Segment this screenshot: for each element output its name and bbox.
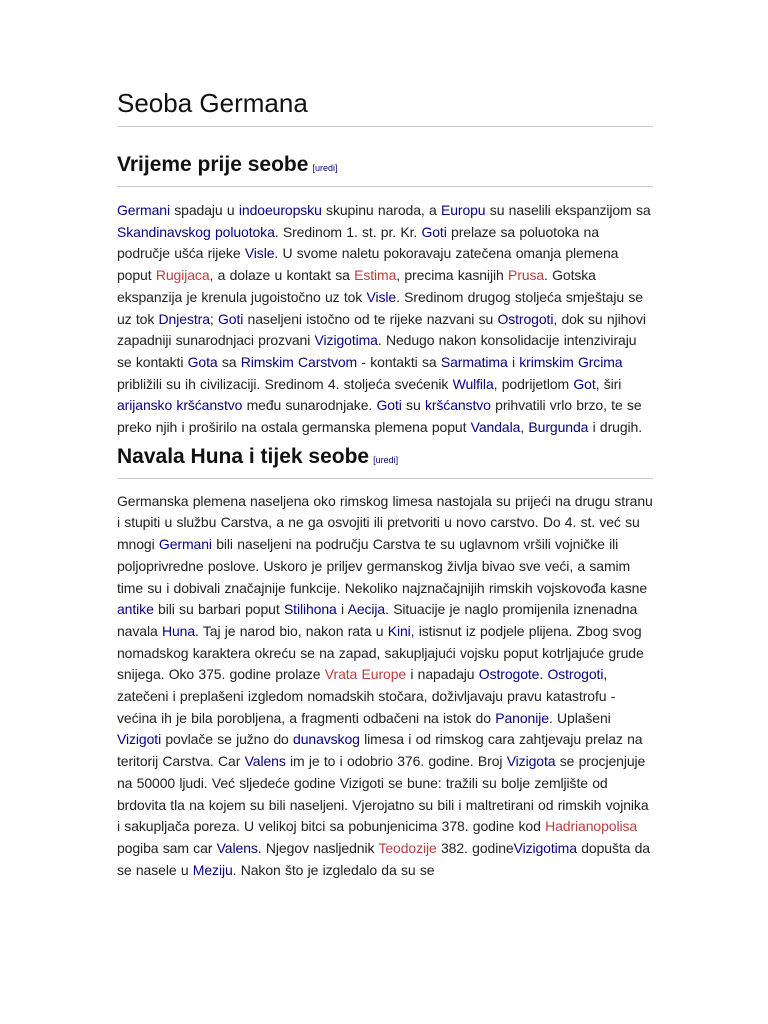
paragraph-text: sa [217, 353, 241, 370]
paragraph-text: , širi [595, 375, 622, 392]
article-link[interactable]: Dnjestra [158, 310, 210, 327]
article-link[interactable]: Wulfila [452, 375, 494, 392]
article-link[interactable]: Sarmatima [440, 353, 508, 370]
paragraph-text: prihvatili vrlo brzo, te se preko njih i proširilo na ostala germanska plemena poput [117, 397, 642, 436]
article-link[interactable]: Vizigoti [117, 731, 162, 748]
paragraph-text: spadaju u [169, 202, 239, 218]
paragraph-text: bili su barbari poput [153, 601, 284, 618]
paragraph-text: . Gotska ekspanzija je krenula jugoistočno uz tok [117, 267, 596, 305]
article-link[interactable]: Goti [421, 223, 447, 240]
article-link[interactable]: Germani [158, 536, 212, 553]
article-link[interactable]: Rimskim Carstvom [240, 353, 358, 370]
paragraph-text: i [336, 601, 348, 618]
edit-link[interactable]: uredi [375, 454, 396, 465]
paragraph-text: su [401, 397, 425, 414]
article-link[interactable]: Kini [387, 622, 411, 639]
section-heading [117, 443, 653, 479]
paragraph-text: . [539, 666, 548, 683]
paragraph-text: povlače se južno do [161, 731, 294, 748]
section-heading [117, 151, 653, 187]
article-link[interactable]: Germani [117, 202, 170, 218]
article-link[interactable]: kršćanstvo [424, 397, 491, 414]
paragraph-text: , istisnut iz podjele plijena. Zbog svog nomadskog karaktera okreću se na zapad, sakupljajući vojsku poput kotrljajuće grude snijega. Oko 375. godine prolaze [117, 622, 644, 683]
paragraph-text: se procjenjuje na 50000 ljudi. Već sljedeće godine Vizigoti se bune: tražili su bolje zemljište od brdovita tla na kojem su bili naseljeni. Vjerojatno su bili i maltretirani od rimskih vojnika i sakupljača poreza. U velikoj bitci sa pobunjenicima 378. godine kod [117, 753, 649, 835]
page-title: Seoba Germana [117, 86, 653, 127]
article-link[interactable]: Vizigotima [314, 332, 378, 349]
paragraph-text: , podrijetlom [493, 375, 574, 392]
paragraph-text: limesa i od rimskog cara zahtjevaju prelaz na teritorij Carstva. Car [117, 731, 643, 770]
article-link[interactable]: Visle [244, 245, 275, 262]
paragraph-text: naseljeni istočno od te rijeke nazvani su [243, 310, 498, 327]
paragraph-text: . Taj je narod bio, nakon rata u [195, 622, 388, 639]
paragraph-text: . U svome naletu pokoravaju zatečena omanja plemena poput [117, 245, 619, 284]
section-heading-text: Vrijeme prije seobe [117, 153, 309, 176]
paragraph-text: približili su ih civilizaciji. Sredinom 4. stoljeća svećenik [117, 375, 453, 392]
article-link[interactable]: Burgunda [528, 419, 589, 436]
paragraph-text: prelaze sa poluotoka na područje ušća rijeke [117, 223, 599, 262]
missing-article-link[interactable]: Vrata Europe [324, 666, 407, 683]
article-link[interactable]: Goti [217, 310, 244, 327]
article-link[interactable]: Got [573, 375, 596, 392]
article-link[interactable]: arijansko kršćanstvo [117, 397, 243, 414]
article-link[interactable]: Vizigota [506, 753, 556, 770]
article-link[interactable]: Vandala [470, 419, 521, 436]
article-link[interactable]: Ostrogoti [497, 310, 554, 327]
paragraph-text: im je to i odobrio 376. godine. Broj [285, 753, 507, 770]
paragraph-text: , dok su njihovi zapadniji sunarodnjaci prozvani [117, 310, 646, 349]
article-link[interactable]: Huna [161, 622, 196, 639]
paragraph-text: Germanska plemena naseljena oko rimskog limesa nastojala su prijeći na drugu stranu i stupiti u službu Carstva, a ne ga osvojiti ili pretvoriti u novo carstvo. Do 4. st. već su mnogi [117, 492, 653, 553]
missing-article-link[interactable]: Teodozije [378, 839, 437, 856]
article-link[interactable]: antike [117, 601, 154, 618]
article-link[interactable]: Panonije [495, 709, 549, 726]
section-paragraph [117, 200, 653, 439]
missing-article-link[interactable]: Estima [354, 267, 397, 284]
article-link[interactable]: Ostrogoti [547, 666, 604, 683]
article-link[interactable]: Gota [187, 353, 218, 370]
article-link[interactable]: Visle [366, 288, 397, 305]
article-link[interactable]: Skandinavskog poluotoka [117, 223, 275, 240]
paragraph-text: dopušta da se nasele u [117, 839, 650, 878]
paragraph-text: , zatečeni i preplašeni izgledom nomadskih stočara, doživljavaju pravu katastrofu - većina ih je bila porobljena, a fragmenti odbačeni na istok do [117, 666, 616, 726]
paragraph-text: i [507, 353, 520, 370]
article-link[interactable]: Stilihona [283, 601, 337, 618]
paragraph-text: , a dolaze u kontakt sa [209, 267, 355, 284]
paragraph-text: i drugih. [588, 419, 643, 436]
article [117, 86, 653, 881]
paragraph-text: skupinu naroda, a [321, 202, 441, 218]
article-link[interactable]: Valens [216, 839, 258, 856]
edit-section-link[interactable]: [uredi] [373, 454, 399, 465]
article-link[interactable]: Goti [376, 397, 402, 414]
article-link[interactable]: Meziju [192, 861, 233, 878]
paragraph-text: i napadaju [406, 666, 479, 683]
paragraph-text: su naselili ekspanzijom sa [485, 202, 651, 218]
paragraph-text: . Sredinom 1. st. pr. Kr. [274, 223, 422, 240]
edit-link[interactable]: uredi [314, 163, 335, 173]
article-link[interactable]: Ostrogote [478, 666, 540, 683]
article-link[interactable]: Vizigotima [513, 839, 577, 856]
paragraph-text: . Sredinom drugog stoljeća smještaju se uz tok [117, 288, 643, 327]
section-paragraph [117, 491, 653, 882]
missing-article-link[interactable]: Prusa [507, 267, 545, 284]
article-link[interactable]: Europu [440, 202, 486, 218]
paragraph-text: . Nedugo nakon konsolidacije intenziviraju se kontakti [117, 332, 637, 370]
paragraph-text: . Nakon što je izgledalo da su se [232, 861, 435, 878]
paragraph-text: , [520, 419, 529, 436]
article-link[interactable]: Valens [244, 753, 286, 770]
edit-section-link[interactable]: [uredi] [312, 163, 338, 173]
missing-article-link[interactable]: Rugijaca [155, 267, 210, 284]
paragraph-text: , precima kasnijih [396, 267, 508, 284]
article-link[interactable]: Aecija [347, 601, 386, 618]
paragraph-text: pogiba sam car [117, 839, 217, 856]
paragraph-text: bili naseljeni na području Carstva te su uglavnom vršili vojničke ili poljoprivredne poslove. Uskoro je priljev germanskog življa bivao sve veći, a samim time su i dobivali značajnije funkcije. Nekoliko najznačajnijih rimskih vojskovođa kasne [117, 536, 648, 596]
paragraph-text: među sunarodnjake. [242, 397, 377, 414]
paragraph-text: - kontakti sa [357, 353, 441, 370]
missing-article-link[interactable]: Hadrianopolisa [545, 818, 638, 835]
paragraph-text: 382. godine [436, 839, 514, 856]
article-link[interactable]: indoeuropsku [238, 202, 322, 218]
article-link[interactable]: krimskim Grcima [519, 353, 623, 370]
paragraph-text: ; [209, 310, 218, 327]
paragraph-text: . Situacije je naglo promijenila iznenadna navala [117, 601, 638, 639]
paragraph-text: . Uplašeni [548, 709, 611, 726]
paragraph-text: . Njegov nasljednik [257, 839, 379, 856]
article-link[interactable]: dunavskog [293, 731, 360, 748]
section-heading-text: Navala Huna i tijek seobe [117, 444, 370, 468]
